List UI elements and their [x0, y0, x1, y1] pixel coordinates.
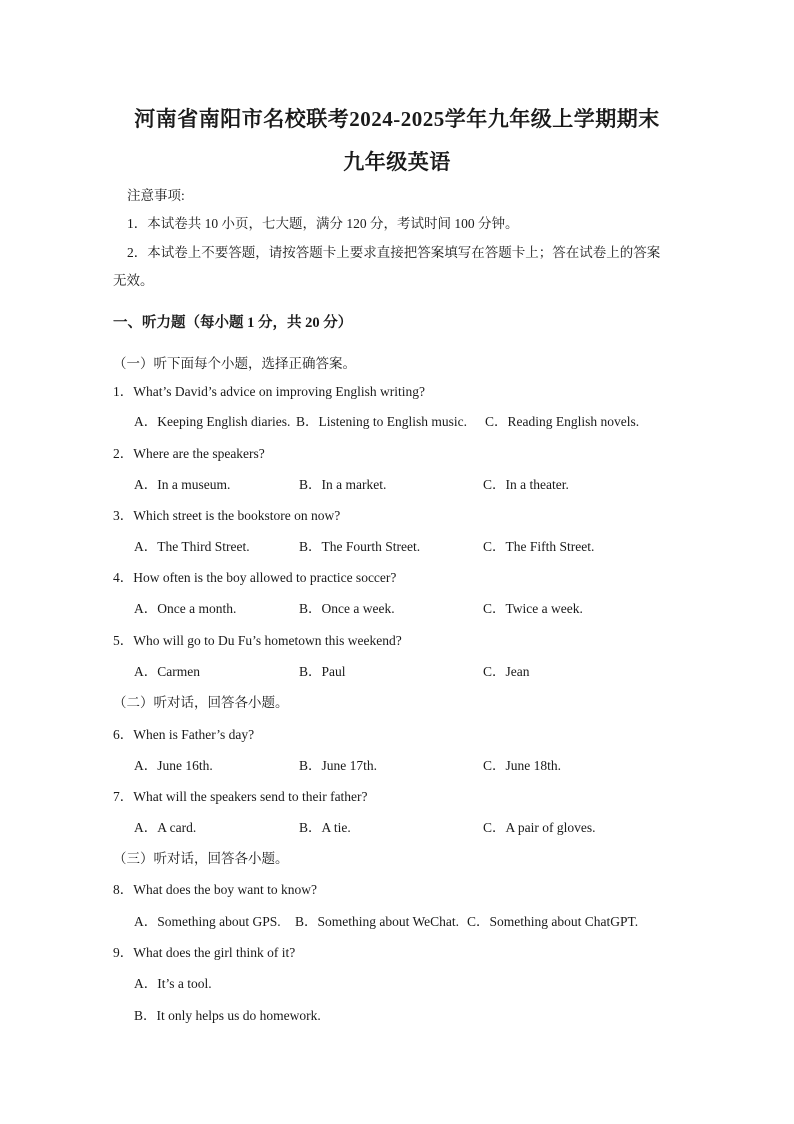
- note-1: 1．本试卷共 10 小页，七大题，满分 120 分，考试时间 100 分钟。: [127, 216, 519, 231]
- section-heading: 一、听力题（每小题 1 分，共 20 分）: [113, 315, 353, 331]
- part-1-intro: （一）听下面每个小题，选择正确答案。: [113, 356, 356, 371]
- option-2a: A．In a museum.: [134, 477, 231, 492]
- option-8c: C．Something about ChatGPT.: [467, 914, 639, 929]
- question-4: 4．How often is the boy allowed to practice soccer?: [113, 570, 397, 585]
- question-2: 2．Where are the speakers?: [113, 446, 265, 461]
- option-2b: B．In a market.: [299, 477, 387, 492]
- exam-subtitle: 九年级英语: [343, 150, 451, 174]
- option-3b: B．The Fourth Street.: [299, 539, 421, 554]
- question-6: 6．When is Father’s day?: [113, 727, 255, 742]
- question-5: 5．Who will go to Du Fu’s hometown this weekend?: [113, 633, 402, 648]
- option-5b: B．Paul: [299, 664, 346, 679]
- option-1a: A．Keeping English diaries.: [134, 414, 291, 429]
- question-8: 8．What does the boy want to know?: [113, 882, 317, 897]
- question-3: 3．Which street is the bookstore on now?: [113, 508, 341, 523]
- option-2c: C．In a theater.: [483, 477, 569, 492]
- option-5a: A．Carmen: [134, 664, 200, 679]
- option-5c: C．Jean: [483, 664, 530, 679]
- note-2-line-1: 2．本试卷上不要答题，请按答题卡上要求直接把答案填写在答题卡上；答在试卷上的答案: [127, 245, 661, 260]
- option-6b: B．June 17th.: [299, 758, 378, 773]
- option-4a: A．Once a month.: [134, 601, 237, 616]
- part-3-intro: （三）听对话，回答各小题。: [113, 851, 289, 866]
- exam-title: 河南省南阳市名校联考2024-2025学年九年级上学期期末: [134, 107, 660, 131]
- option-7b: B．A tie.: [299, 820, 351, 835]
- option-1b: B．Listening to English music.: [296, 414, 467, 429]
- option-7a: A．A card.: [134, 820, 197, 835]
- option-9a: A．It’s a tool.: [134, 976, 212, 991]
- option-7c: C．A pair of gloves.: [483, 820, 596, 835]
- question-7: 7．What will the speakers send to their father?: [113, 789, 368, 804]
- notes-heading: 注意事项:: [127, 188, 185, 203]
- option-3c: C．The Fifth Street.: [483, 539, 595, 554]
- part-2-intro: （二）听对话，回答各小题。: [113, 695, 289, 710]
- option-6a: A．June 16th.: [134, 758, 213, 773]
- question-1: 1．What’s David’s advice on improving English writing?: [113, 384, 425, 399]
- option-8b: B．Something about WeChat.: [295, 914, 460, 929]
- option-1c: C．Reading English novels.: [485, 414, 640, 429]
- note-2-line-2: 无效。: [113, 273, 154, 288]
- option-6c: C．June 18th.: [483, 758, 562, 773]
- question-9: 9．What does the girl think of it?: [113, 945, 296, 960]
- option-9b: B．It only helps us do homework.: [134, 1008, 321, 1023]
- option-4c: C．Twice a week.: [483, 601, 583, 616]
- option-8a: A．Something about GPS.: [134, 914, 281, 929]
- option-3a: A．The Third Street.: [134, 539, 250, 554]
- option-4b: B．Once a week.: [299, 601, 395, 616]
